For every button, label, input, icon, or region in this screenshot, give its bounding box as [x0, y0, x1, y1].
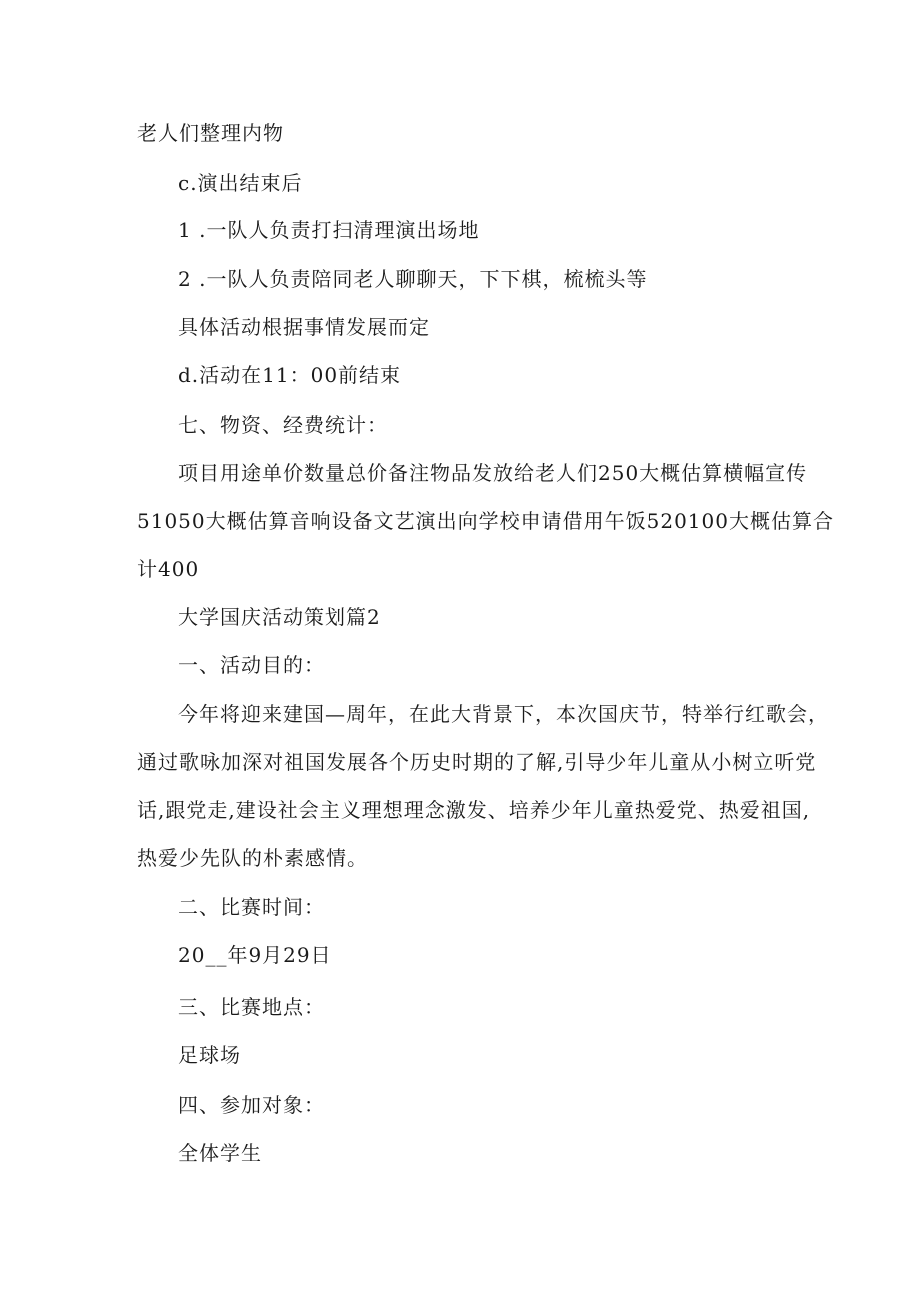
text-line: 2 .一队人负责陪同老人聊聊天，下下棋，梳梳头等	[178, 267, 648, 291]
text-line: 计400	[137, 557, 200, 581]
section-heading: 一、活动目的：	[178, 653, 325, 677]
text-line: d.活动在11：00前结束	[178, 363, 402, 387]
text-line: 20__年9月29日	[178, 943, 332, 967]
text-line: 话,跟党走,建设社会主义理想理念激发、培养少年儿童热爱党、热爱祖国,	[137, 798, 811, 822]
text-line: 全体学生	[178, 1141, 262, 1165]
text-line: 老人们整理内物	[137, 121, 284, 145]
text-line: 项目用途单价数量总价备注物品发放给老人们250大概估算横幅宣传	[178, 461, 808, 485]
text-line: 51050大概估算音响设备文艺演出向学校申请借用午饭520100大概估算合	[137, 509, 834, 533]
section-heading: 三、比赛地点：	[178, 995, 325, 1019]
section-heading: 二、比赛时间：	[178, 895, 325, 919]
text-line: 足球场	[178, 1043, 241, 1067]
section-heading: 七、物资、经费统计：	[178, 413, 388, 437]
section-heading: 四、参加对象：	[178, 1093, 325, 1117]
text-line: 热爱少先队的朴素感情。	[137, 846, 368, 870]
text-line: 具体活动根据事情发展而定	[178, 315, 430, 339]
text-line: 通过歌咏加深对祖国发展各个历史时期的了解,引导少年儿童从小树立听党	[137, 750, 817, 774]
text-line: 1 .一队人负责打扫清理演出场地	[178, 218, 480, 242]
text-line: 今年将迎来建国—周年，在此大背景下，本次国庆节，特举行红歌会，	[178, 702, 829, 726]
text-line: c.演出结束后	[178, 171, 303, 195]
article-title: 大学国庆活动策划篇2	[178, 605, 381, 629]
